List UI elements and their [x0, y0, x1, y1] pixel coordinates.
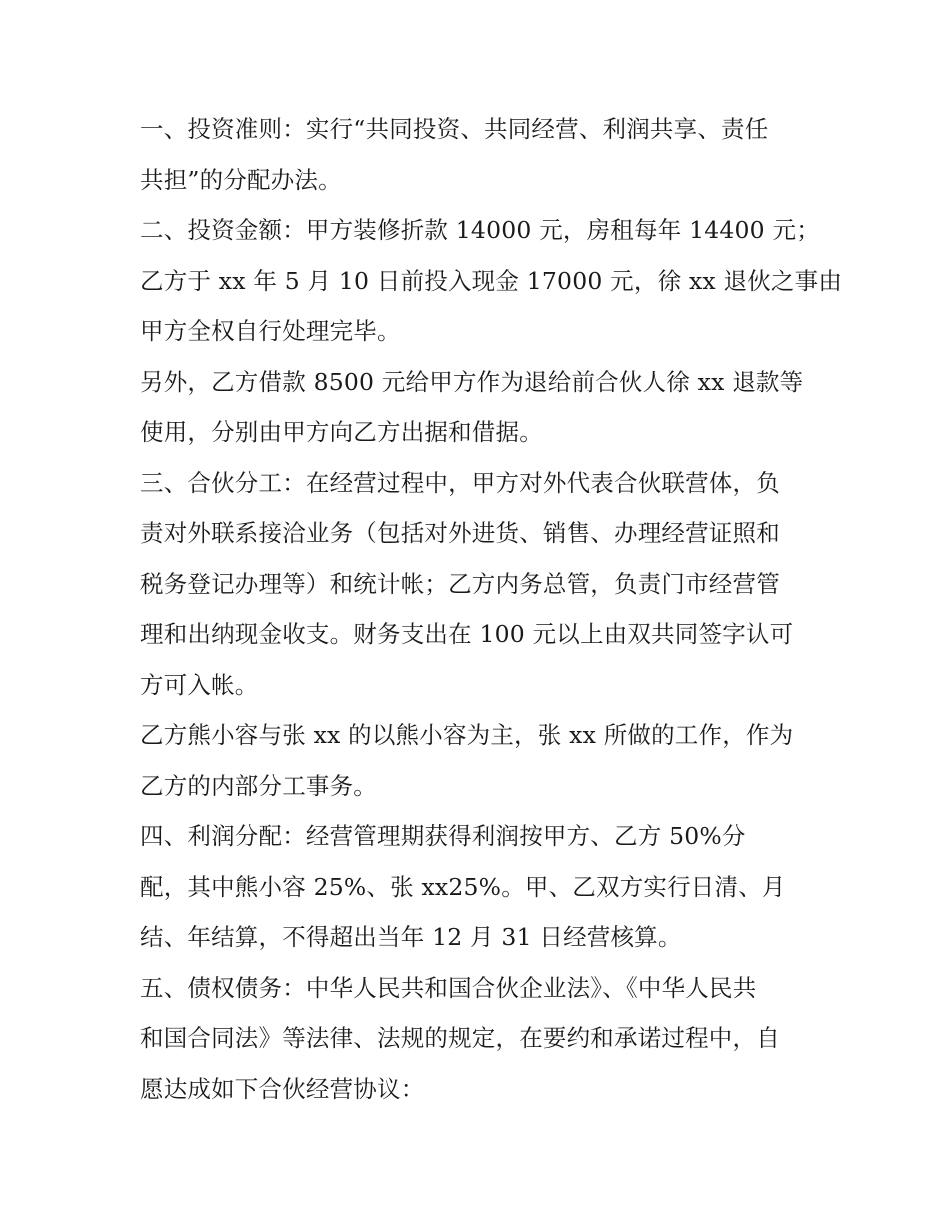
text-line: 理和出纳现金收支。财务支出在 100 元以上由双共同签字认可: [140, 620, 794, 648]
text-line: 配，其中熊小容 25%、张 xx25%。甲、乙双方实行日清、月: [140, 872, 786, 901]
text-line: 另外，乙方借款 8500 元给甲方作为退给前合伙人徐 xx 退款等: [140, 367, 804, 396]
text-line: 共担”的分配办法。: [140, 165, 342, 194]
text-line: 五、债权债务：中华人民共和国合伙企业法》、《中华人民共: [140, 973, 757, 1002]
text-line: 乙方的内部分工事务。: [140, 771, 377, 800]
text-line: 方可入帐。: [140, 670, 259, 699]
text-line: 甲方全权自行处理完毕。: [140, 317, 401, 345]
text-line: 乙方熊小容与张 xx 的以熊小容为主，张 xx 所做的工作，作为: [140, 721, 794, 749]
text-line: 二、投资金额：甲方装修折款 14000 元，房租每年 14400 元；: [140, 216, 820, 244]
text-line: 使用，分别由甲方向乙方出据和借据。: [140, 418, 543, 446]
text-line: 和国合同法》等法律、法规的规定，在要约和承诺过程中，自: [140, 1024, 780, 1052]
text-line: 税务登记办理等）和统计帐；乙方内务总管，负责门市经营管: [140, 569, 780, 598]
text-line: 结、年结算，不得超出当年 12 月 31 日经营核算。: [140, 923, 682, 951]
text-line: 责对外联系接洽业务（包括对外进货、销售、办理经营证照和: [140, 519, 780, 547]
document-body: [140, 104, 843, 1114]
text-line: 四、利润分配：经营管理期获得利润按甲方、乙方 50%分: [140, 822, 746, 850]
text-line: 一、投资准则：实行“共同投资、共同经营、利润共享、责任: [140, 115, 769, 143]
text-line: 乙方于 xx 年 5 月 10 日前投入现金 17000 元，徐 xx 退伙之事由: [140, 266, 843, 295]
text-line: 三、合伙分工：在经营过程中，甲方对外代表合伙联营体，负: [140, 468, 780, 497]
text-line: 愿达成如下合伙经营协议：: [140, 1074, 425, 1103]
